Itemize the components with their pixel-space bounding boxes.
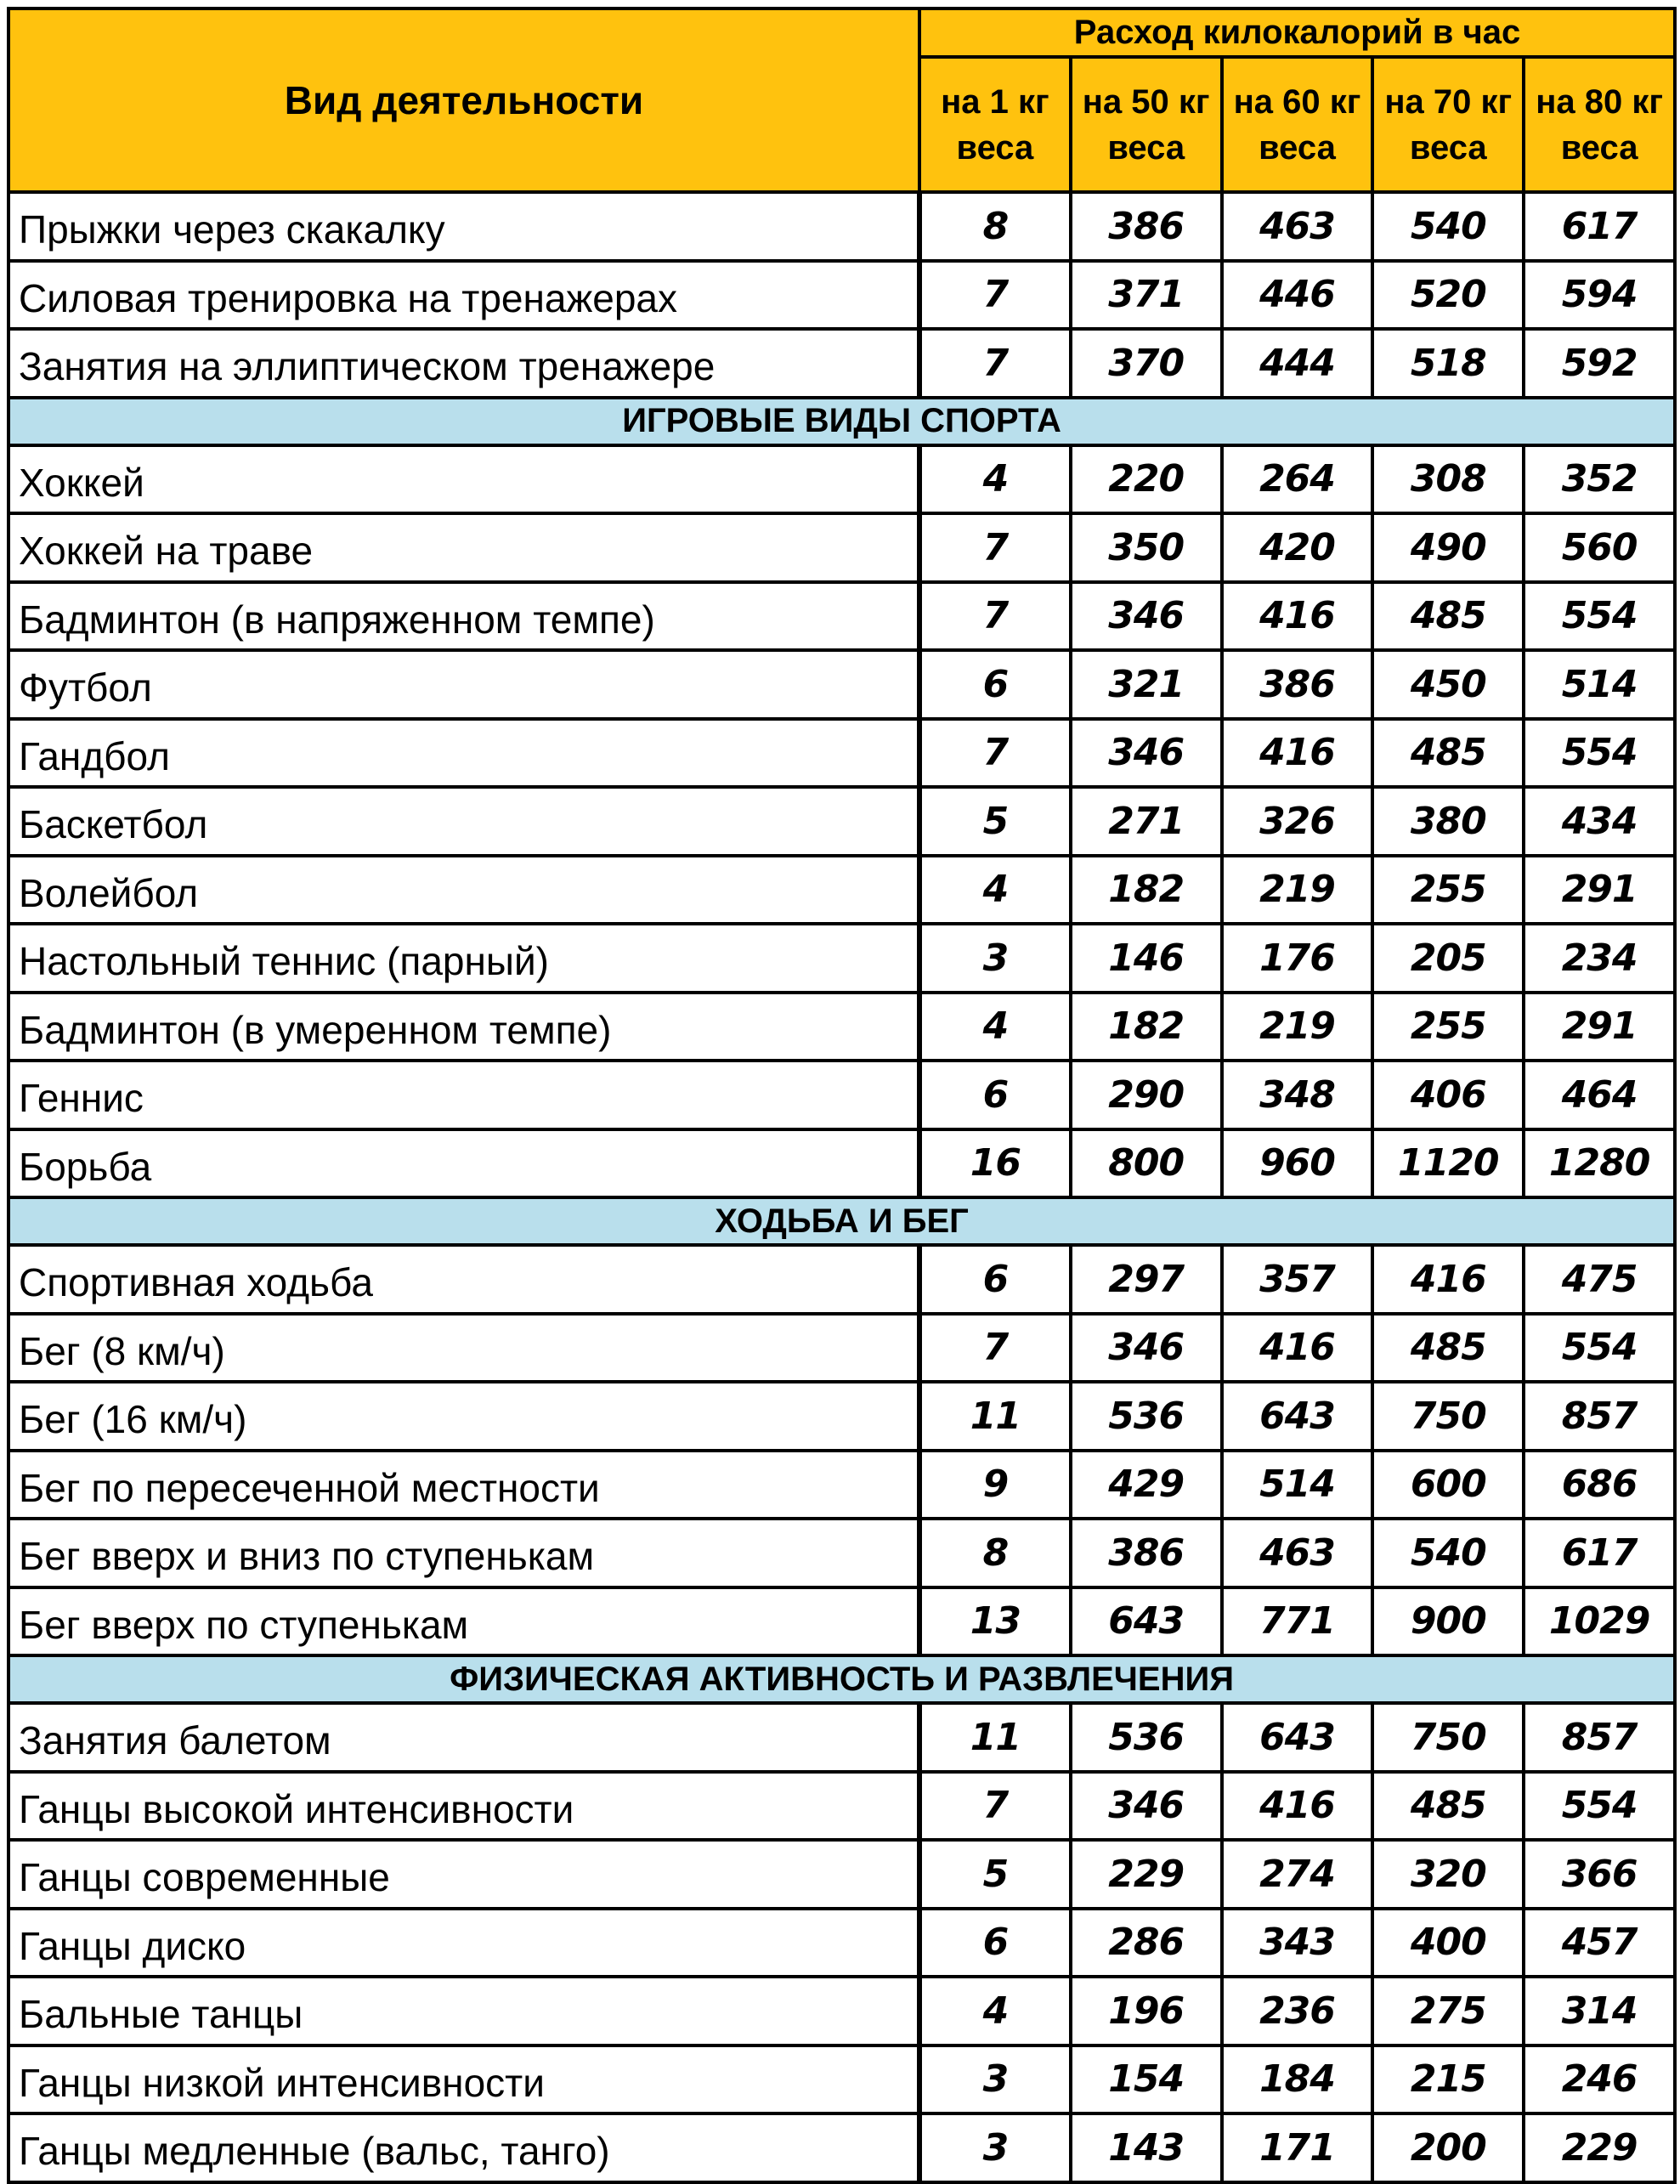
kcal-value-cell: 11 xyxy=(919,1382,1071,1451)
kcal-value-cell: 540 xyxy=(1372,192,1524,261)
activity-cell: Футбол xyxy=(8,650,919,719)
kcal-value-cell: 960 xyxy=(1222,1129,1373,1198)
calorie-table-container xyxy=(7,7,1673,2184)
kcal-value-cell: 314 xyxy=(1524,1977,1675,2045)
table-row xyxy=(8,1772,1675,1841)
activity-cell: Бег вверх и вниз по ступенькам xyxy=(8,1519,919,1587)
table-row xyxy=(8,719,1675,788)
activity-cell: Хоккей на траве xyxy=(8,513,919,582)
kcal-value-cell: 350 xyxy=(1071,513,1222,582)
kcal-value-cell: 520 xyxy=(1372,261,1524,330)
section-title: ФИЗИЧЕСКАЯ АКТИВНОСТЬ И РАЗВЛЕЧЕНИЯ xyxy=(8,1655,1675,1703)
kcal-value-cell: 7 xyxy=(919,329,1071,398)
kcal-value-cell: 366 xyxy=(1524,1840,1675,1909)
kcal-value-cell: 475 xyxy=(1524,1245,1675,1314)
kcal-value-cell: 857 xyxy=(1524,1703,1675,1772)
kcal-value-cell: 416 xyxy=(1222,719,1373,788)
table-row xyxy=(8,1840,1675,1909)
kcal-value-cell: 246 xyxy=(1524,2045,1675,2114)
kcal-value-cell: 4 xyxy=(919,445,1071,514)
activity-cell: Занятия на эллиптическом тренажере xyxy=(8,329,919,398)
activity-cell: Бадминтон (в напряженном темпе) xyxy=(8,582,919,651)
kcal-value-cell: 750 xyxy=(1372,1382,1524,1451)
kcal-value-cell: 450 xyxy=(1372,650,1524,719)
kcal-value-cell: 143 xyxy=(1071,2113,1222,2182)
activity-cell: Волейбол xyxy=(8,856,919,925)
table-row xyxy=(8,856,1675,925)
kcal-value-cell: 800 xyxy=(1071,1129,1222,1198)
table-row xyxy=(8,1703,1675,1772)
kcal-value-cell: 346 xyxy=(1071,1314,1222,1383)
kcal-value-cell: 286 xyxy=(1071,1909,1222,1977)
kcal-value-cell: 434 xyxy=(1524,787,1675,856)
calories-group-header: Расход килокалорий в час xyxy=(919,8,1675,57)
kcal-value-cell: 518 xyxy=(1372,329,1524,398)
kcal-value-cell: 643 xyxy=(1222,1703,1373,1772)
kcal-value-cell: 154 xyxy=(1071,2045,1222,2114)
weight-column-header: на 80 кг веса xyxy=(1524,57,1675,192)
kcal-value-cell: 3 xyxy=(919,924,1071,993)
activity-cell: Настольный теннис (парный) xyxy=(8,924,919,993)
kcal-value-cell: 592 xyxy=(1524,329,1675,398)
kcal-value-cell: 386 xyxy=(1071,192,1222,261)
kcal-value-cell: 346 xyxy=(1071,719,1222,788)
table-row xyxy=(8,329,1675,398)
kcal-value-cell: 7 xyxy=(919,261,1071,330)
activity-cell: Занятия балетом xyxy=(8,1703,919,1772)
table-row xyxy=(8,2113,1675,2182)
kcal-value-cell: 594 xyxy=(1524,261,1675,330)
kcal-value-cell: 514 xyxy=(1524,650,1675,719)
kcal-value-cell: 291 xyxy=(1524,856,1675,925)
kcal-value-cell: 343 xyxy=(1222,1909,1373,1977)
table-row xyxy=(8,2045,1675,2114)
kcal-value-cell: 9 xyxy=(919,1451,1071,1519)
activity-cell: Борьба xyxy=(8,1129,919,1198)
table-row xyxy=(8,192,1675,261)
kcal-value-cell: 6 xyxy=(919,1061,1071,1129)
kcal-value-cell: 416 xyxy=(1222,582,1373,651)
kcal-value-cell: 485 xyxy=(1372,1772,1524,1841)
kcal-value-cell: 554 xyxy=(1524,1772,1675,1841)
kcal-value-cell: 234 xyxy=(1524,924,1675,993)
kcal-value-cell: 182 xyxy=(1071,856,1222,925)
kcal-value-cell: 371 xyxy=(1071,261,1222,330)
table-row xyxy=(8,993,1675,1061)
kcal-value-cell: 146 xyxy=(1071,924,1222,993)
kcal-value-cell: 5 xyxy=(919,787,1071,856)
activity-cell: Прыжки через скакалку xyxy=(8,192,919,261)
weight-column-header: на 1 кг веса xyxy=(919,57,1071,192)
table-row xyxy=(8,1245,1675,1314)
table-row xyxy=(8,1129,1675,1198)
activity-cell: Ганцы современные xyxy=(8,1840,919,1909)
table-row xyxy=(8,1587,1675,1656)
kcal-value-cell: 540 xyxy=(1372,1519,1524,1587)
section-header-row xyxy=(8,1655,1675,1703)
kcal-value-cell: 271 xyxy=(1071,787,1222,856)
kcal-value-cell: 275 xyxy=(1372,1977,1524,2045)
kcal-value-cell: 1029 xyxy=(1524,1587,1675,1656)
kcal-value-cell: 205 xyxy=(1372,924,1524,993)
kcal-value-cell: 490 xyxy=(1372,513,1524,582)
activity-cell: Ганцы диско xyxy=(8,1909,919,1977)
kcal-value-cell: 536 xyxy=(1071,1382,1222,1451)
kcal-value-cell: 514 xyxy=(1222,1451,1373,1519)
kcal-value-cell: 771 xyxy=(1222,1587,1373,1656)
kcal-value-cell: 750 xyxy=(1372,1703,1524,1772)
kcal-value-cell: 1120 xyxy=(1372,1129,1524,1198)
kcal-value-cell: 463 xyxy=(1222,192,1373,261)
activity-cell: Спортивная ходьба xyxy=(8,1245,919,1314)
section-title: ИГРОВЫЕ ВИДЫ СПОРТА xyxy=(8,398,1675,445)
table-row xyxy=(8,650,1675,719)
activity-cell: Ганцы низкой интенсивности xyxy=(8,2045,919,2114)
kcal-value-cell: 4 xyxy=(919,856,1071,925)
kcal-value-cell: 8 xyxy=(919,192,1071,261)
section-title: ХОДЬБА И БЕГ xyxy=(8,1197,1675,1245)
kcal-value-cell: 900 xyxy=(1372,1587,1524,1656)
activity-cell: Геннис xyxy=(8,1061,919,1129)
table-row xyxy=(8,924,1675,993)
kcal-value-cell: 400 xyxy=(1372,1909,1524,1977)
kcal-value-cell: 3 xyxy=(919,2113,1071,2182)
kcal-value-cell: 370 xyxy=(1071,329,1222,398)
kcal-value-cell: 8 xyxy=(919,1519,1071,1587)
table-row xyxy=(8,1519,1675,1587)
kcal-value-cell: 7 xyxy=(919,1772,1071,1841)
kcal-value-cell: 182 xyxy=(1071,993,1222,1061)
kcal-value-cell: 3 xyxy=(919,2045,1071,2114)
kcal-value-cell: 196 xyxy=(1071,1977,1222,2045)
kcal-value-cell: 446 xyxy=(1222,261,1373,330)
kcal-value-cell: 554 xyxy=(1524,582,1675,651)
kcal-value-cell: 176 xyxy=(1222,924,1373,993)
activity-cell: Гандбол xyxy=(8,719,919,788)
kcal-value-cell: 420 xyxy=(1222,513,1373,582)
activity-cell: Ганцы медленные (вальс, танго) xyxy=(8,2113,919,2182)
kcal-value-cell: 346 xyxy=(1071,1772,1222,1841)
kcal-value-cell: 416 xyxy=(1222,1314,1373,1383)
kcal-value-cell: 229 xyxy=(1524,2113,1675,2182)
activity-cell: Бег (16 км/ч) xyxy=(8,1382,919,1451)
kcal-value-cell: 274 xyxy=(1222,1840,1373,1909)
kcal-value-cell: 200 xyxy=(1372,2113,1524,2182)
kcal-value-cell: 13 xyxy=(919,1587,1071,1656)
kcal-value-cell: 4 xyxy=(919,993,1071,1061)
activity-cell: Бадминтон (в умеренном темпе) xyxy=(8,993,919,1061)
kcal-value-cell: 560 xyxy=(1524,513,1675,582)
table-row xyxy=(8,1061,1675,1129)
kcal-value-cell: 416 xyxy=(1372,1245,1524,1314)
kcal-value-cell: 380 xyxy=(1372,787,1524,856)
kcal-value-cell: 429 xyxy=(1071,1451,1222,1519)
table-row xyxy=(8,1382,1675,1451)
table-row xyxy=(8,787,1675,856)
kcal-value-cell: 617 xyxy=(1524,1519,1675,1587)
kcal-value-cell: 171 xyxy=(1222,2113,1373,2182)
table-row xyxy=(8,1909,1675,1977)
kcal-value-cell: 326 xyxy=(1222,787,1373,856)
activity-column-header: Вид деятельности xyxy=(8,8,919,192)
table-row xyxy=(8,1451,1675,1519)
kcal-value-cell: 308 xyxy=(1372,445,1524,514)
kcal-value-cell: 386 xyxy=(1222,650,1373,719)
activity-cell: Бег (8 км/ч) xyxy=(8,1314,919,1383)
kcal-value-cell: 220 xyxy=(1071,445,1222,514)
table-body xyxy=(8,192,1675,2182)
kcal-value-cell: 7 xyxy=(919,719,1071,788)
kcal-value-cell: 6 xyxy=(919,1909,1071,1977)
kcal-value-cell: 264 xyxy=(1222,445,1373,514)
kcal-value-cell: 4 xyxy=(919,1977,1071,2045)
table-row xyxy=(8,445,1675,514)
kcal-value-cell: 255 xyxy=(1372,993,1524,1061)
kcal-value-cell: 346 xyxy=(1071,582,1222,651)
kcal-value-cell: 617 xyxy=(1524,192,1675,261)
activity-cell: Бег вверх по ступенькам xyxy=(8,1587,919,1656)
kcal-value-cell: 16 xyxy=(919,1129,1071,1198)
kcal-value-cell: 297 xyxy=(1071,1245,1222,1314)
kcal-value-cell: 686 xyxy=(1524,1451,1675,1519)
kcal-value-cell: 857 xyxy=(1524,1382,1675,1451)
kcal-value-cell: 236 xyxy=(1222,1977,1373,2045)
section-header-row xyxy=(8,1197,1675,1245)
kcal-value-cell: 643 xyxy=(1071,1587,1222,1656)
kcal-value-cell: 485 xyxy=(1372,719,1524,788)
activity-cell: Бег по пересеченной местности xyxy=(8,1451,919,1519)
kcal-value-cell: 406 xyxy=(1372,1061,1524,1129)
table-row xyxy=(8,582,1675,651)
kcal-value-cell: 554 xyxy=(1524,1314,1675,1383)
table-row xyxy=(8,261,1675,330)
kcal-value-cell: 321 xyxy=(1071,650,1222,719)
kcal-value-cell: 1280 xyxy=(1524,1129,1675,1198)
kcal-value-cell: 485 xyxy=(1372,1314,1524,1383)
activity-cell: Баскетбол xyxy=(8,787,919,856)
activity-cell: Хоккей xyxy=(8,445,919,514)
activity-cell: Силовая тренировка на тренажерах xyxy=(8,261,919,330)
kcal-value-cell: 6 xyxy=(919,650,1071,719)
kcal-value-cell: 11 xyxy=(919,1703,1071,1772)
table-row xyxy=(8,1977,1675,2045)
kcal-value-cell: 600 xyxy=(1372,1451,1524,1519)
kcal-value-cell: 536 xyxy=(1071,1703,1222,1772)
kcal-value-cell: 357 xyxy=(1222,1245,1373,1314)
kcal-value-cell: 416 xyxy=(1222,1772,1373,1841)
kcal-value-cell: 5 xyxy=(919,1840,1071,1909)
table-row xyxy=(8,1314,1675,1383)
table-row xyxy=(8,513,1675,582)
kcal-value-cell: 464 xyxy=(1524,1061,1675,1129)
kcal-value-cell: 7 xyxy=(919,513,1071,582)
kcal-value-cell: 6 xyxy=(919,1245,1071,1314)
kcal-value-cell: 215 xyxy=(1372,2045,1524,2114)
kcal-value-cell: 386 xyxy=(1071,1519,1222,1587)
kcal-value-cell: 348 xyxy=(1222,1061,1373,1129)
kcal-value-cell: 184 xyxy=(1222,2045,1373,2114)
kcal-value-cell: 290 xyxy=(1071,1061,1222,1129)
kcal-value-cell: 219 xyxy=(1222,993,1373,1061)
kcal-value-cell: 320 xyxy=(1372,1840,1524,1909)
kcal-value-cell: 229 xyxy=(1071,1840,1222,1909)
kcal-value-cell: 291 xyxy=(1524,993,1675,1061)
kcal-value-cell: 7 xyxy=(919,582,1071,651)
weight-column-header: на 50 кг веса xyxy=(1071,57,1222,192)
kcal-value-cell: 643 xyxy=(1222,1382,1373,1451)
activity-cell: Ганцы высокой интенсивности xyxy=(8,1772,919,1841)
table-header xyxy=(8,8,1675,192)
kcal-value-cell: 352 xyxy=(1524,445,1675,514)
activity-cell: Бальные танцы xyxy=(8,1977,919,2045)
kcal-value-cell: 463 xyxy=(1222,1519,1373,1587)
kcal-value-cell: 554 xyxy=(1524,719,1675,788)
kcal-value-cell: 7 xyxy=(919,1314,1071,1383)
kcal-value-cell: 219 xyxy=(1222,856,1373,925)
kcal-value-cell: 255 xyxy=(1372,856,1524,925)
calorie-table xyxy=(7,7,1677,2184)
weight-column-header: на 70 кг веса xyxy=(1372,57,1524,192)
kcal-value-cell: 457 xyxy=(1524,1909,1675,1977)
kcal-value-cell: 444 xyxy=(1222,329,1373,398)
weight-column-header: на 60 кг веса xyxy=(1222,57,1373,192)
kcal-value-cell: 485 xyxy=(1372,582,1524,651)
section-header-row xyxy=(8,398,1675,445)
